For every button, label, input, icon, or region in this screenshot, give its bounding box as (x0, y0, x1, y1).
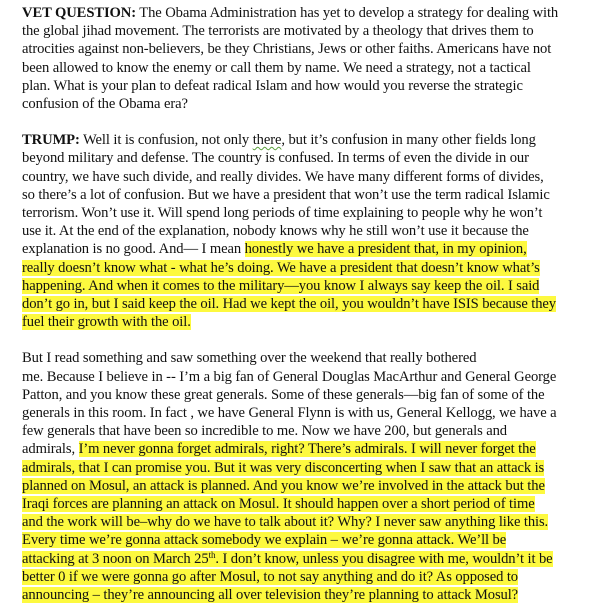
highlighted-text: and the work will be–why do we have to talk about it? Why? I never saw anything like this. (22, 514, 549, 531)
trump-line-2: beyond military and defense. The country is confused. In terms of even the divide in our (22, 150, 529, 167)
trump-line-1 (22, 131, 594, 149)
paragraph-gap (22, 331, 594, 349)
highlighted-text: I’m never gonna forget admirals, right? There’s admirals. I will never forget the (78, 441, 536, 458)
mosul-line-10 (22, 513, 594, 531)
vet-line-5: plan. What is your plan to defeat radical Islam and how would you reverse the strategic (22, 77, 523, 94)
trump-line-4: so there’s a lot of confusion. But we have a president that won’t use the term radical Islamic (22, 186, 550, 203)
highlighted-text: admirals, that I can promise you. But it was very disconcerting when I saw that an attack is (22, 459, 545, 476)
vet-line-4: been allowed to know the enemy or call them by name. We need a strategy, not a tactical (22, 59, 531, 76)
trump-line-7 (22, 240, 594, 258)
vet-question-paragraph (22, 4, 594, 113)
trump-line-11 (22, 313, 594, 331)
mosul-line-1: But I read something and saw something over the weekend that really bothered (22, 350, 477, 367)
highlighted-fragment: . I don’t know, unless you disagree with me, wouldn’t it be (215, 550, 553, 567)
trump-text: explanation is no good. And— I mean (22, 241, 245, 258)
trump-text: Well it is confusion, not only (79, 132, 253, 149)
trump-text: , but it’s confusion in many other fields long (281, 132, 536, 149)
mosul-paragraph (22, 349, 594, 604)
mosul-line-11 (22, 531, 594, 549)
mosul-line-14 (22, 586, 594, 604)
mosul-line-3: Patton, and you know these great generals. Some of these generals—big fan of some of the (22, 386, 545, 403)
spellcheck-word: there (252, 132, 282, 149)
highlighted-text: happening. And when it comes to the military—you know I always say keep the oil. I said (22, 277, 540, 294)
highlighted-text: announcing – they’re announcing all over television they’re planning to attack Mosul? (22, 587, 519, 604)
trump-line-10 (22, 295, 594, 313)
mosul-line-13 (22, 568, 594, 586)
mosul-line-8 (22, 477, 594, 495)
highlighted-text: honestly we have a president that, in my opinion, (244, 241, 527, 258)
mosul-line-4: generals in this room. In fact , we have General Flynn is with us, General Kellogg, we have a (22, 405, 557, 422)
mosul-text: admirals, (22, 441, 79, 458)
highlighted-text: fuel their growth with the oil. (22, 314, 191, 331)
mosul-line-2: me. Because I believe in -- I’m a big fan of General Douglas MacArthur and General George (22, 368, 557, 385)
highlighted-text: don’t go in, but I said keep the oil. Had we kept the oil, you wouldn’t have ISIS because they (22, 296, 556, 313)
highlighted-text: Iraqi forces are planning an attack on Mosul. It should happen over a short period of time (22, 496, 535, 513)
highlighted-text: really doesn’t know what - what he’s doing. We have a president that doesn’t know what’s (22, 259, 540, 276)
trump-line-9 (22, 277, 594, 295)
vet-line-3: atrocities against non-believers, be they Christians, Jews or other faiths. Americans have not (22, 41, 552, 58)
trump-line-3: country, we have such divide, and really divides. We have many different forms of divides, (22, 168, 544, 185)
vet-text: The Obama Administration has yet to develop a strategy for dealing with (136, 5, 559, 21)
vet-line-6: confusion of the Obama era? (22, 96, 188, 113)
ordinal-suffix: th (208, 549, 216, 560)
mosul-line-9 (22, 495, 594, 513)
trump-line-5: terrorism. Won’t use it. Will spend long periods of time explaining to people why he won’t (22, 205, 543, 222)
vet-question-label: VET QUESTION: (22, 5, 136, 21)
highlighted-text: Every time we’re gonna attack somebody we explain – we’re gonna attack. We’ll be (22, 532, 507, 549)
highlighted-text: planned on Mosul, an attack is planned. And you know we’re involved in the attack but the (22, 477, 545, 494)
highlighted-text (22, 551, 553, 567)
mosul-line-5: few generals that have been so incredible to me. Now we have 200, but generals and (22, 423, 507, 440)
paragraph-gap (22, 113, 594, 131)
mosul-line-6 (22, 440, 594, 458)
highlighted-fragment: attacking at 3 noon on March 25 (22, 550, 209, 567)
highlighted-text: better 0 if we were gonna go after Mosul, to not say anything and do it? As opposed to (22, 568, 518, 585)
trump-line-6: use it. At the end of the explanation, nobody knows why he still won’t use it because the (22, 223, 529, 240)
mosul-line-12 (22, 550, 594, 568)
trump-answer-paragraph (22, 131, 594, 331)
vet-line-2: the global jihad movement. The terrorists are motivated by a theology that drives them to (22, 23, 534, 40)
trump-label: TRUMP: (22, 132, 80, 149)
trump-line-8 (22, 259, 594, 277)
mosul-line-7 (22, 459, 594, 477)
vet-line-1 (22, 4, 594, 22)
